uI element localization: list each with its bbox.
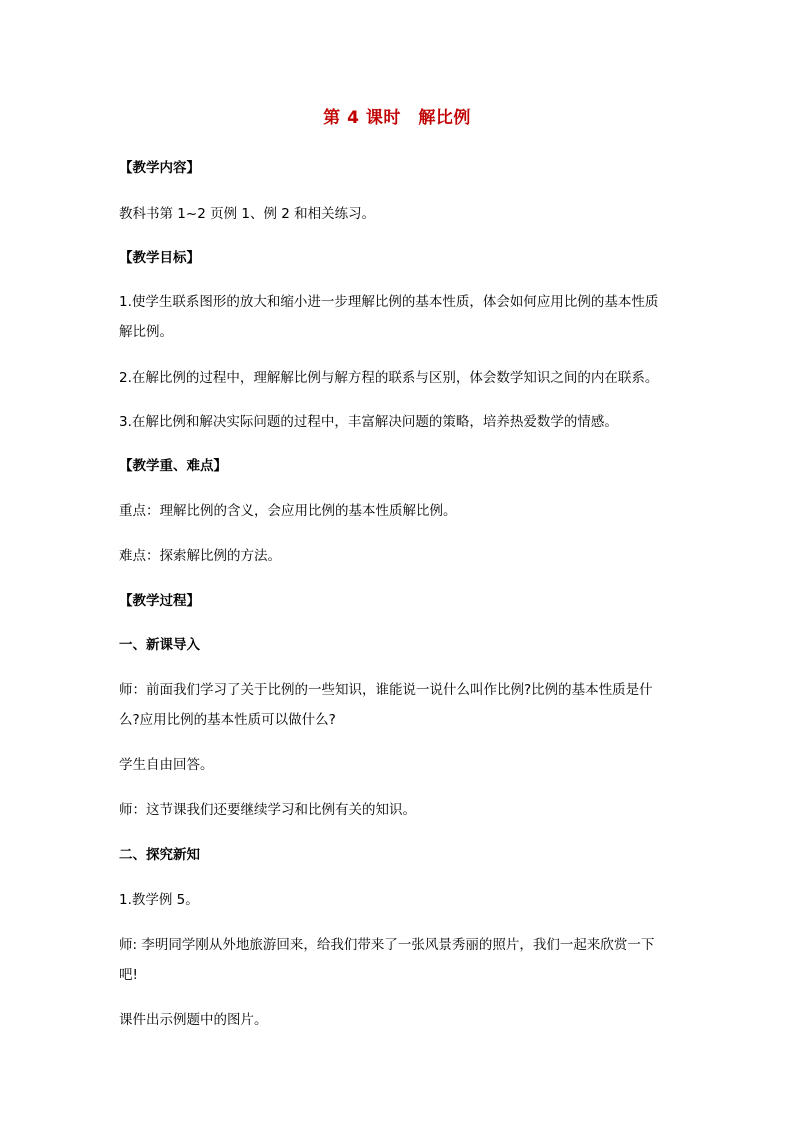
part-2-heading: 二、探究新知 [119,847,200,863]
teaching-goals-heading: 【教学目标】 [119,250,200,266]
teacher-question-line-1: 师：前面我们学习了关于比例的一些知识，谁能说一说什么叫作比例?比例的基本性质是什 [119,682,653,698]
key-point: 重点：理解比例的含义，会应用比例的基本性质解比例。 [119,503,457,519]
teaching-process-heading: 【教学过程】 [119,593,200,609]
goal-1-line-1: 1.使学生联系图形的放大和缩小进一步理解比例的基本性质，体会如何应用比例的基本性质 [119,294,659,310]
students-answer: 学生自由回答。 [119,757,214,773]
goal-3: 3.在解比例和解决实际问题的过程中，丰富解决问题的策略，培养热爱数学的情感。 [119,414,618,430]
key-points-heading: 【教学重、难点】 [119,458,227,474]
lesson-title: 第 4 课时 解比例 [323,108,471,128]
courseware-note: 课件出示例题中的图片。 [119,1012,268,1028]
example-heading: 1.教学例 5。 [119,892,199,908]
difficult-point: 难点：探索解比例的方法。 [119,548,281,564]
teacher-photo-line-1: 师: 李明同学刚从外地旅游回来，给我们带来了一张风景秀丽的照片，我们一起来欣赏一下 [119,937,655,953]
goal-1-line-2: 解比例。 [119,324,173,340]
part-1-heading: 一、新课导入 [119,637,200,653]
goal-2: 2.在解比例的过程中，理解解比例与解方程的联系与区别，体会数学知识之间的内在联系。 [119,370,659,386]
teaching-content-heading: 【教学内容】 [119,160,200,176]
teacher-photo-line-2: 吧! [119,967,138,983]
teacher-transition: 师：这节课我们还要继续学习和比例有关的知识。 [119,802,416,818]
teaching-content-text: 教科书第 1~2 页例 1、例 2 和相关练习。 [119,206,376,222]
teacher-question-line-2: 么?应用比例的基本性质可以做什么? [119,712,336,728]
